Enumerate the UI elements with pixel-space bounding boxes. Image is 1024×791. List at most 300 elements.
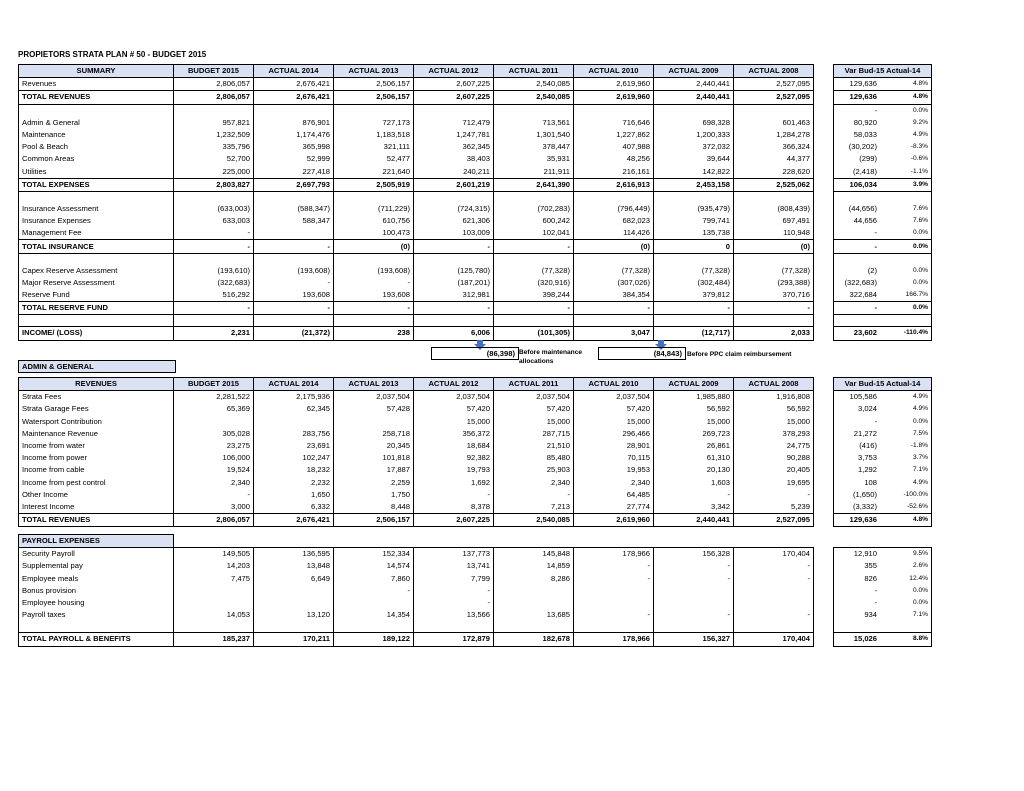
cell-value: 2,175,936 [254,391,334,404]
row-label: Income from water [19,440,174,452]
cell-value: 152,334 [334,548,414,561]
column-gap [814,302,834,315]
cell-value: 8,286 [494,573,574,585]
cell-value: 35,931 [494,153,574,165]
variance-cell [834,289,932,302]
column-header: ACTUAL 2008 [734,65,814,78]
column-header: BUDGET 2015 [174,65,254,78]
variance-cell [834,215,932,227]
cell-value [574,253,654,265]
row-label: TOTAL REVENUES [19,91,174,104]
cell-value: 1,603 [654,477,734,489]
table-row [19,428,932,440]
column-header: ACTUAL 2010 [574,378,654,391]
cell-value: 1,750 [334,489,414,501]
cell-value [174,621,254,633]
variance-value: (2,418) [852,166,877,176]
cell-value [414,621,494,633]
variance-cell [834,78,932,91]
note-text-maintenance: Before maintenance allocations [519,349,583,365]
cell-value [334,191,414,203]
row-label: Income from pest control [19,477,174,489]
row-label: INCOME/ (LOSS) [19,327,174,340]
cell-value: - [574,302,654,315]
cell-value: - [734,302,814,315]
cell-value: 211,911 [494,166,574,179]
cell-value: 57,420 [494,403,574,415]
cell-value: 366,324 [734,141,814,153]
variance-value: 3,753 [857,453,877,463]
column-gap [814,178,834,191]
cell-value: 20,345 [334,440,414,452]
cell-value: 2,525,062 [734,178,814,191]
cell-value: - [494,489,574,501]
cell-value [414,104,494,117]
cell-value: 15,000 [494,416,574,428]
column-gap [814,428,834,440]
variance-percent: 4.8% [912,93,928,101]
cell-value: 23,275 [174,440,254,452]
variance-percent: 9.5% [912,550,928,558]
table-row [19,277,932,289]
column-gap [814,403,834,415]
cell-value: - [654,573,734,585]
cell-value: 258,718 [334,428,414,440]
variance-value: (1,650) [852,489,877,499]
table-row [19,585,932,597]
variance-cell [834,609,932,621]
row-label: Management Fee [19,227,174,240]
column-gap [814,215,834,227]
variance-percent: 4.8% [912,516,928,524]
cell-value: 52,999 [254,153,334,165]
cell-value: 189,122 [334,633,414,646]
column-gap [814,129,834,141]
table-row [19,416,932,428]
table-row [19,489,932,501]
cell-value: 2,676,421 [254,78,334,91]
cell-value: 65,369 [174,403,254,415]
column-header-label: SUMMARY [19,65,174,78]
column-gap [814,227,834,240]
cell-value [254,597,334,609]
cell-value: 2,232 [254,477,334,489]
cell-value: 170,404 [734,633,814,646]
variance-percent: 12.4% [909,574,928,582]
cell-value: 2,619,960 [574,91,654,104]
variance-cell [834,621,932,633]
column-header: ACTUAL 2008 [734,378,814,391]
variance-percent: -8.3% [910,143,928,151]
column-gap [814,315,834,327]
cell-value: 2,540,085 [494,78,574,91]
row-label: TOTAL REVENUES [19,514,174,527]
cell-value: 57,420 [414,403,494,415]
cell-value: 56,592 [734,403,814,415]
column-gap [814,573,834,585]
cell-value [654,315,734,327]
cell-value: - [254,240,334,253]
row-label: Maintenance [19,129,174,141]
variance-value: (299) [859,154,877,164]
row-label: Utilities [19,166,174,179]
cell-value: 2,676,421 [254,91,334,104]
cell-value: 600,242 [494,215,574,227]
variance-cell [834,91,932,104]
cell-value: 1,284,278 [734,129,814,141]
cell-value: 70,115 [574,452,654,464]
variance-cell [834,477,932,489]
cell-value: 20,130 [654,464,734,476]
row-label: TOTAL PAYROLL & BENEFITS [19,633,174,646]
cell-value: (711,229) [334,203,414,215]
cell-value: 6,006 [414,327,494,340]
column-gap [814,548,834,561]
table-row [19,289,932,302]
variance-value: 44,656 [853,216,877,226]
cell-value: 0 [654,240,734,253]
header-row [19,378,932,391]
cell-value: 193,608 [334,289,414,302]
variance-value: - [874,416,877,426]
cell-value: (21,372) [254,327,334,340]
table-row [19,403,932,415]
cell-value [254,253,334,265]
cell-value: 2,806,057 [174,91,254,104]
variance-cell [834,501,932,514]
cell-value: 384,354 [574,289,654,302]
row-label: Interest Income [19,501,174,514]
cell-value: 2,037,504 [574,391,654,404]
column-gap [814,489,834,501]
row-label: Strata Fees [19,391,174,404]
cell-value: 2,806,057 [174,78,254,91]
cell-value: (193,608) [254,265,334,277]
cell-value [174,597,254,609]
table-row [19,191,932,203]
column-gap [814,277,834,289]
table-row [19,477,932,489]
cell-value: 601,463 [734,117,814,129]
table-row [19,573,932,585]
cell-value: - [734,489,814,501]
cell-value: - [494,302,574,315]
variance-percent: 2.6% [912,562,928,570]
cell-value [574,621,654,633]
column-gap [814,65,834,78]
row-label: Capex Reserve Assessment [19,265,174,277]
cell-value: (935,479) [654,203,734,215]
cell-value: - [654,489,734,501]
cell-value [174,416,254,428]
variance-value: (30,202) [848,142,877,152]
variance-percent: 3.9% [912,180,928,188]
cell-value: 1,692 [414,477,494,489]
variance-percent: 0.0% [912,599,928,607]
variance-value: 826 [864,573,877,583]
column-header: ACTUAL 2011 [494,65,574,78]
cell-value: 378,293 [734,428,814,440]
total-row [19,633,932,646]
cell-value: - [254,277,334,289]
cell-value [494,621,574,633]
variance-cell [834,141,932,153]
cell-value [174,104,254,117]
cell-value: 25,903 [494,464,574,476]
cell-value: 296,466 [574,428,654,440]
cell-value: (307,026) [574,277,654,289]
variance-cell [834,548,932,561]
cell-value [574,104,654,117]
cell-value: - [174,302,254,315]
cell-value: 283,756 [254,428,334,440]
cell-value: 3,000 [174,501,254,514]
table-row [19,548,932,561]
variance-value: 21,272 [853,428,877,438]
cell-value: 101,818 [334,452,414,464]
table-row [19,104,932,117]
cell-value: - [334,585,414,597]
cell-value: 372,032 [654,141,734,153]
variance-cell [834,265,932,277]
cell-value: 44,377 [734,153,814,165]
variance-cell [834,597,932,609]
cell-value: 142,822 [654,166,734,179]
cell-value: 57,428 [334,403,414,415]
variance-percent: 7.1% [912,466,928,474]
table-row [19,315,932,327]
cell-value: 57,420 [574,403,654,415]
column-header: ACTUAL 2009 [654,65,734,78]
row-label: Reserve Fund [19,289,174,302]
cell-value: 17,887 [334,464,414,476]
cell-value: 378,447 [494,141,574,153]
column-gap [814,378,834,391]
cell-value: 1,232,509 [174,129,254,141]
variance-percent: 4.9% [912,478,928,486]
cell-value: 1,916,808 [734,391,814,404]
cell-value: - [574,560,654,572]
cell-value: 145,848 [494,548,574,561]
variance-value: 15,026 [853,634,877,644]
variance-cell [834,428,932,440]
cell-value: 13,566 [414,609,494,621]
column-gap [814,597,834,609]
total-row [19,514,932,527]
table-row [19,609,932,621]
cell-value: 6,332 [254,501,334,514]
cell-value: 3,047 [574,327,654,340]
cell-value: (101,305) [494,327,574,340]
row-label: Insurance Expenses [19,215,174,227]
cell-value: 61,310 [654,452,734,464]
variance-percent: 0.0% [912,229,928,237]
variance-cell [834,129,932,141]
cell-value: 6,649 [254,573,334,585]
row-label: Major Reserve Assessment [19,277,174,289]
cell-value: 13,848 [254,560,334,572]
cell-value: 712,479 [414,117,494,129]
cell-value: 38,403 [414,153,494,165]
table-row [19,253,932,265]
cell-value: 7,860 [334,573,414,585]
cell-value: 156,327 [654,633,734,646]
cell-value: 15,000 [654,416,734,428]
cell-value: 876,901 [254,117,334,129]
variance-cell [834,277,932,289]
table-row [19,597,932,609]
cell-value: 14,859 [494,560,574,572]
cell-value: 2,505,919 [334,178,414,191]
variance-value: 1,292 [857,465,877,475]
cell-value: 2,440,441 [654,514,734,527]
column-header: ACTUAL 2013 [334,65,414,78]
row-label: TOTAL EXPENSES [19,178,174,191]
cell-value: - [574,573,654,585]
cell-value: 7,475 [174,573,254,585]
column-gap [814,78,834,91]
column-gap [814,440,834,452]
cell-value: 2,601,219 [414,178,494,191]
variance-value: 12,910 [853,549,877,559]
cell-value: - [734,573,814,585]
row-label: Common Areas [19,153,174,165]
cell-value: 178,966 [574,633,654,646]
row-label: Bonus provision [19,585,174,597]
column-gap [814,265,834,277]
cell-value [494,253,574,265]
cell-value: 14,203 [174,560,254,572]
cell-value: (193,610) [174,265,254,277]
cell-value: - [494,240,574,253]
cell-value: 227,418 [254,166,334,179]
cell-value [254,585,334,597]
note-value-ppc: (84,843) [598,347,686,360]
cell-value: (0) [574,240,654,253]
table-row [19,215,932,227]
cell-value: 2,440,441 [654,78,734,91]
cell-value [494,597,574,609]
column-gap [814,633,834,646]
table-row [19,78,932,91]
cell-value: 102,041 [494,227,574,240]
variance-cell [834,633,932,646]
cell-value: 52,477 [334,153,414,165]
cell-value: 238 [334,327,414,340]
row-label [19,104,174,117]
column-header: ACTUAL 2012 [414,65,494,78]
variance-value: 3,024 [857,404,877,414]
row-label: Income from power [19,452,174,464]
cell-value: 19,524 [174,464,254,476]
variance-value: - [874,228,877,238]
cell-value: 2,619,960 [574,514,654,527]
variance-header: Var Bud-15 Actual-14 [834,65,932,78]
table-row [19,166,932,179]
cell-value [254,315,334,327]
cell-value: - [414,489,494,501]
cell-value: 1,985,880 [654,391,734,404]
cell-value: 92,382 [414,452,494,464]
cell-value: 2,506,157 [334,514,414,527]
cell-value: 182,678 [494,633,574,646]
column-gap [814,91,834,104]
cell-value: 2,259 [334,477,414,489]
cell-value: - [254,302,334,315]
cell-value: 7,799 [414,573,494,585]
cell-value: 2,037,504 [494,391,574,404]
cell-value [174,315,254,327]
cell-value: 2,231 [174,327,254,340]
cell-value: 23,691 [254,440,334,452]
cell-value [574,191,654,203]
cell-value: 2,806,057 [174,514,254,527]
cell-value [574,597,654,609]
variance-percent: -1.1% [910,167,928,175]
cell-value: 1,301,540 [494,129,574,141]
cell-value: 85,480 [494,452,574,464]
table-row [19,621,932,633]
cell-value: 633,003 [174,215,254,227]
cell-value: 379,812 [654,289,734,302]
cell-value: 1,650 [254,489,334,501]
table-row [19,391,932,404]
cell-value: (0) [334,240,414,253]
table-row [19,141,932,153]
cell-value: 407,988 [574,141,654,153]
column-gap [814,240,834,253]
variance-percent: 7.6% [912,217,928,225]
cell-value: 2,803,827 [174,178,254,191]
variance-value: - [874,241,877,251]
cell-value: 2,540,085 [494,514,574,527]
cell-value: 697,491 [734,215,814,227]
variance-percent: 4.9% [912,131,928,139]
cell-value: - [334,277,414,289]
variance-cell [834,117,932,129]
row-label [19,315,174,327]
cell-value: (0) [734,240,814,253]
cell-value: 39,644 [654,153,734,165]
cell-value: 178,966 [574,548,654,561]
variance-cell [834,560,932,572]
cell-value: (588,347) [254,203,334,215]
cell-value: 8,448 [334,501,414,514]
row-label [19,191,174,203]
cell-value: 2,697,793 [254,178,334,191]
cell-value: 110,948 [734,227,814,240]
variance-cell [834,203,932,215]
cell-value: - [574,609,654,621]
cell-value: 957,821 [174,117,254,129]
empty-cell [334,535,414,548]
column-gap [814,609,834,621]
cell-value: (320,916) [494,277,574,289]
cell-value: (77,328) [654,265,734,277]
cell-value: 1,247,781 [414,129,494,141]
variance-value: 355 [864,561,877,571]
variance-cell [834,166,932,179]
cell-value [254,227,334,240]
cell-value: 64,485 [574,489,654,501]
cell-value: 321,111 [334,141,414,153]
cell-value: (633,003) [174,203,254,215]
cell-value: 2,506,157 [334,91,414,104]
cell-value: 2,037,504 [334,391,414,404]
column-gap [814,253,834,265]
variance-percent: 166.7% [905,291,928,299]
cell-value: 2,540,085 [494,91,574,104]
